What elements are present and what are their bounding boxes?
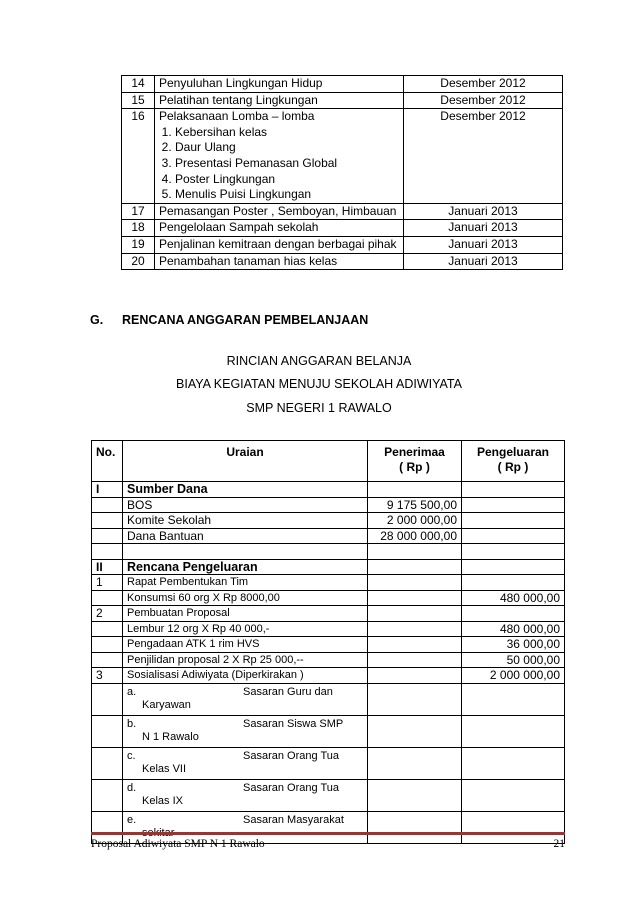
- table-row: e. Sasaran Masyarakat: [92, 811, 565, 843]
- caption-line-1: RINCIAN ANGGARAN BELANJA: [226, 354, 412, 368]
- list-item: 1. Kebersihan kelas: [175, 125, 399, 141]
- table-header-row: [92, 441, 565, 482]
- table-row: Dana Bantuan 28 000 000,00: [92, 528, 565, 544]
- table-row: b. Sasaran Siswa SMP N 1 Rawalo: [92, 715, 565, 747]
- table-row: BOS 9 175 500,00: [92, 497, 565, 513]
- header-uraian: Uraian: [123, 441, 368, 482]
- table-row: [92, 544, 565, 560]
- caption-line-2: BIAYA KEGIATAN MENUJU SEKOLAH ADIWIYATA: [176, 377, 462, 391]
- table-row: 17 Pemasangan Poster , Semboyan, Himbauan Januari 2013: [122, 203, 563, 220]
- table-row: Pengadaan ATK 1 rim HVS 36 000,00: [92, 637, 565, 653]
- table-row: 14 Penyuluhan Lingkungan Hidup Desember 2012: [122, 76, 563, 93]
- list-item: 5. Menulis Puisi Lingkungan: [175, 187, 399, 203]
- table-row: Penjilidan proposal 2 X Rp 25 000,-- 50 000,00: [92, 652, 565, 668]
- competition-list: [159, 125, 399, 203]
- table-row: 3 Sosialisasi Adiwiyata (Diperkirakan ) 2 000 000,00: [92, 668, 565, 684]
- table-row: 18 Pengelolaan Sampah sekolah Januari 2013: [122, 220, 563, 237]
- page-number: 21: [553, 838, 565, 850]
- header-no: No.: [92, 441, 123, 482]
- table-row: Konsumsi 60 org X Rp 8000,00 480 000,00: [92, 590, 565, 606]
- caption-line-3: SMP NEGERI 1 RAWALO: [246, 401, 392, 415]
- footer-title: Proposal Adiwiyata SMP N 1 Rawalo: [91, 838, 265, 850]
- table-row: Lembur 12 org X Rp 40 000,- 480 000,00: [92, 621, 565, 637]
- table-row: 1 Rapat Pembentukan Tim: [92, 575, 565, 591]
- table-row: I Sumber Dana: [92, 482, 565, 498]
- list-item: 3. Presentasi Pemanasan Global: [175, 156, 399, 172]
- footer-rule: [91, 832, 565, 835]
- table-row: 19 Penjalinan kemitraan dengan berbagai pihak Januari 2013: [122, 236, 563, 253]
- table-row: d. Sasaran Orang Tua Kelas IX: [92, 779, 565, 811]
- activity-text: Pelaksanaan Lomba – lomba: [159, 109, 315, 124]
- table-row: 2 Pembuatan Proposal: [92, 606, 565, 622]
- header-penerimaan: Penerimaa ( Rp ): [368, 441, 462, 482]
- table-row: II Rencana Pengeluaran: [92, 559, 565, 575]
- table-row: a. Sasaran Guru dan Karyawan: [92, 683, 565, 715]
- table-row: 15 Pelatihan tentang Lingkungan Desember 2012: [122, 92, 563, 109]
- activity-table: [121, 75, 563, 270]
- table-row: 16 Pelaksanaan Lomba – lomba 1. Kebersihan kelas 2. Daur Ulang 3. Presentasi Pemanasan Global 4. Poster Lingkungan 5. Menulis Puisi Lingkungan Desember 2012: [122, 109, 563, 204]
- list-item: 4. Poster Lingkungan: [175, 172, 399, 188]
- table-row: c. Sasaran Orang Tua Kelas VII: [92, 747, 565, 779]
- table-row: Komite Sekolah 2 000 000,00: [92, 513, 565, 529]
- table-row: 20 Penambahan tanaman hias kelas Januari 2013: [122, 253, 563, 270]
- section-letter: G.: [90, 313, 104, 327]
- list-item: 2. Daur Ulang: [175, 140, 399, 156]
- budget-table: [91, 440, 565, 844]
- section-title: RENCANA ANGGARAN PEMBELANJAAN: [122, 313, 369, 327]
- header-pengeluaran: Pengeluaran ( Rp ): [462, 441, 565, 482]
